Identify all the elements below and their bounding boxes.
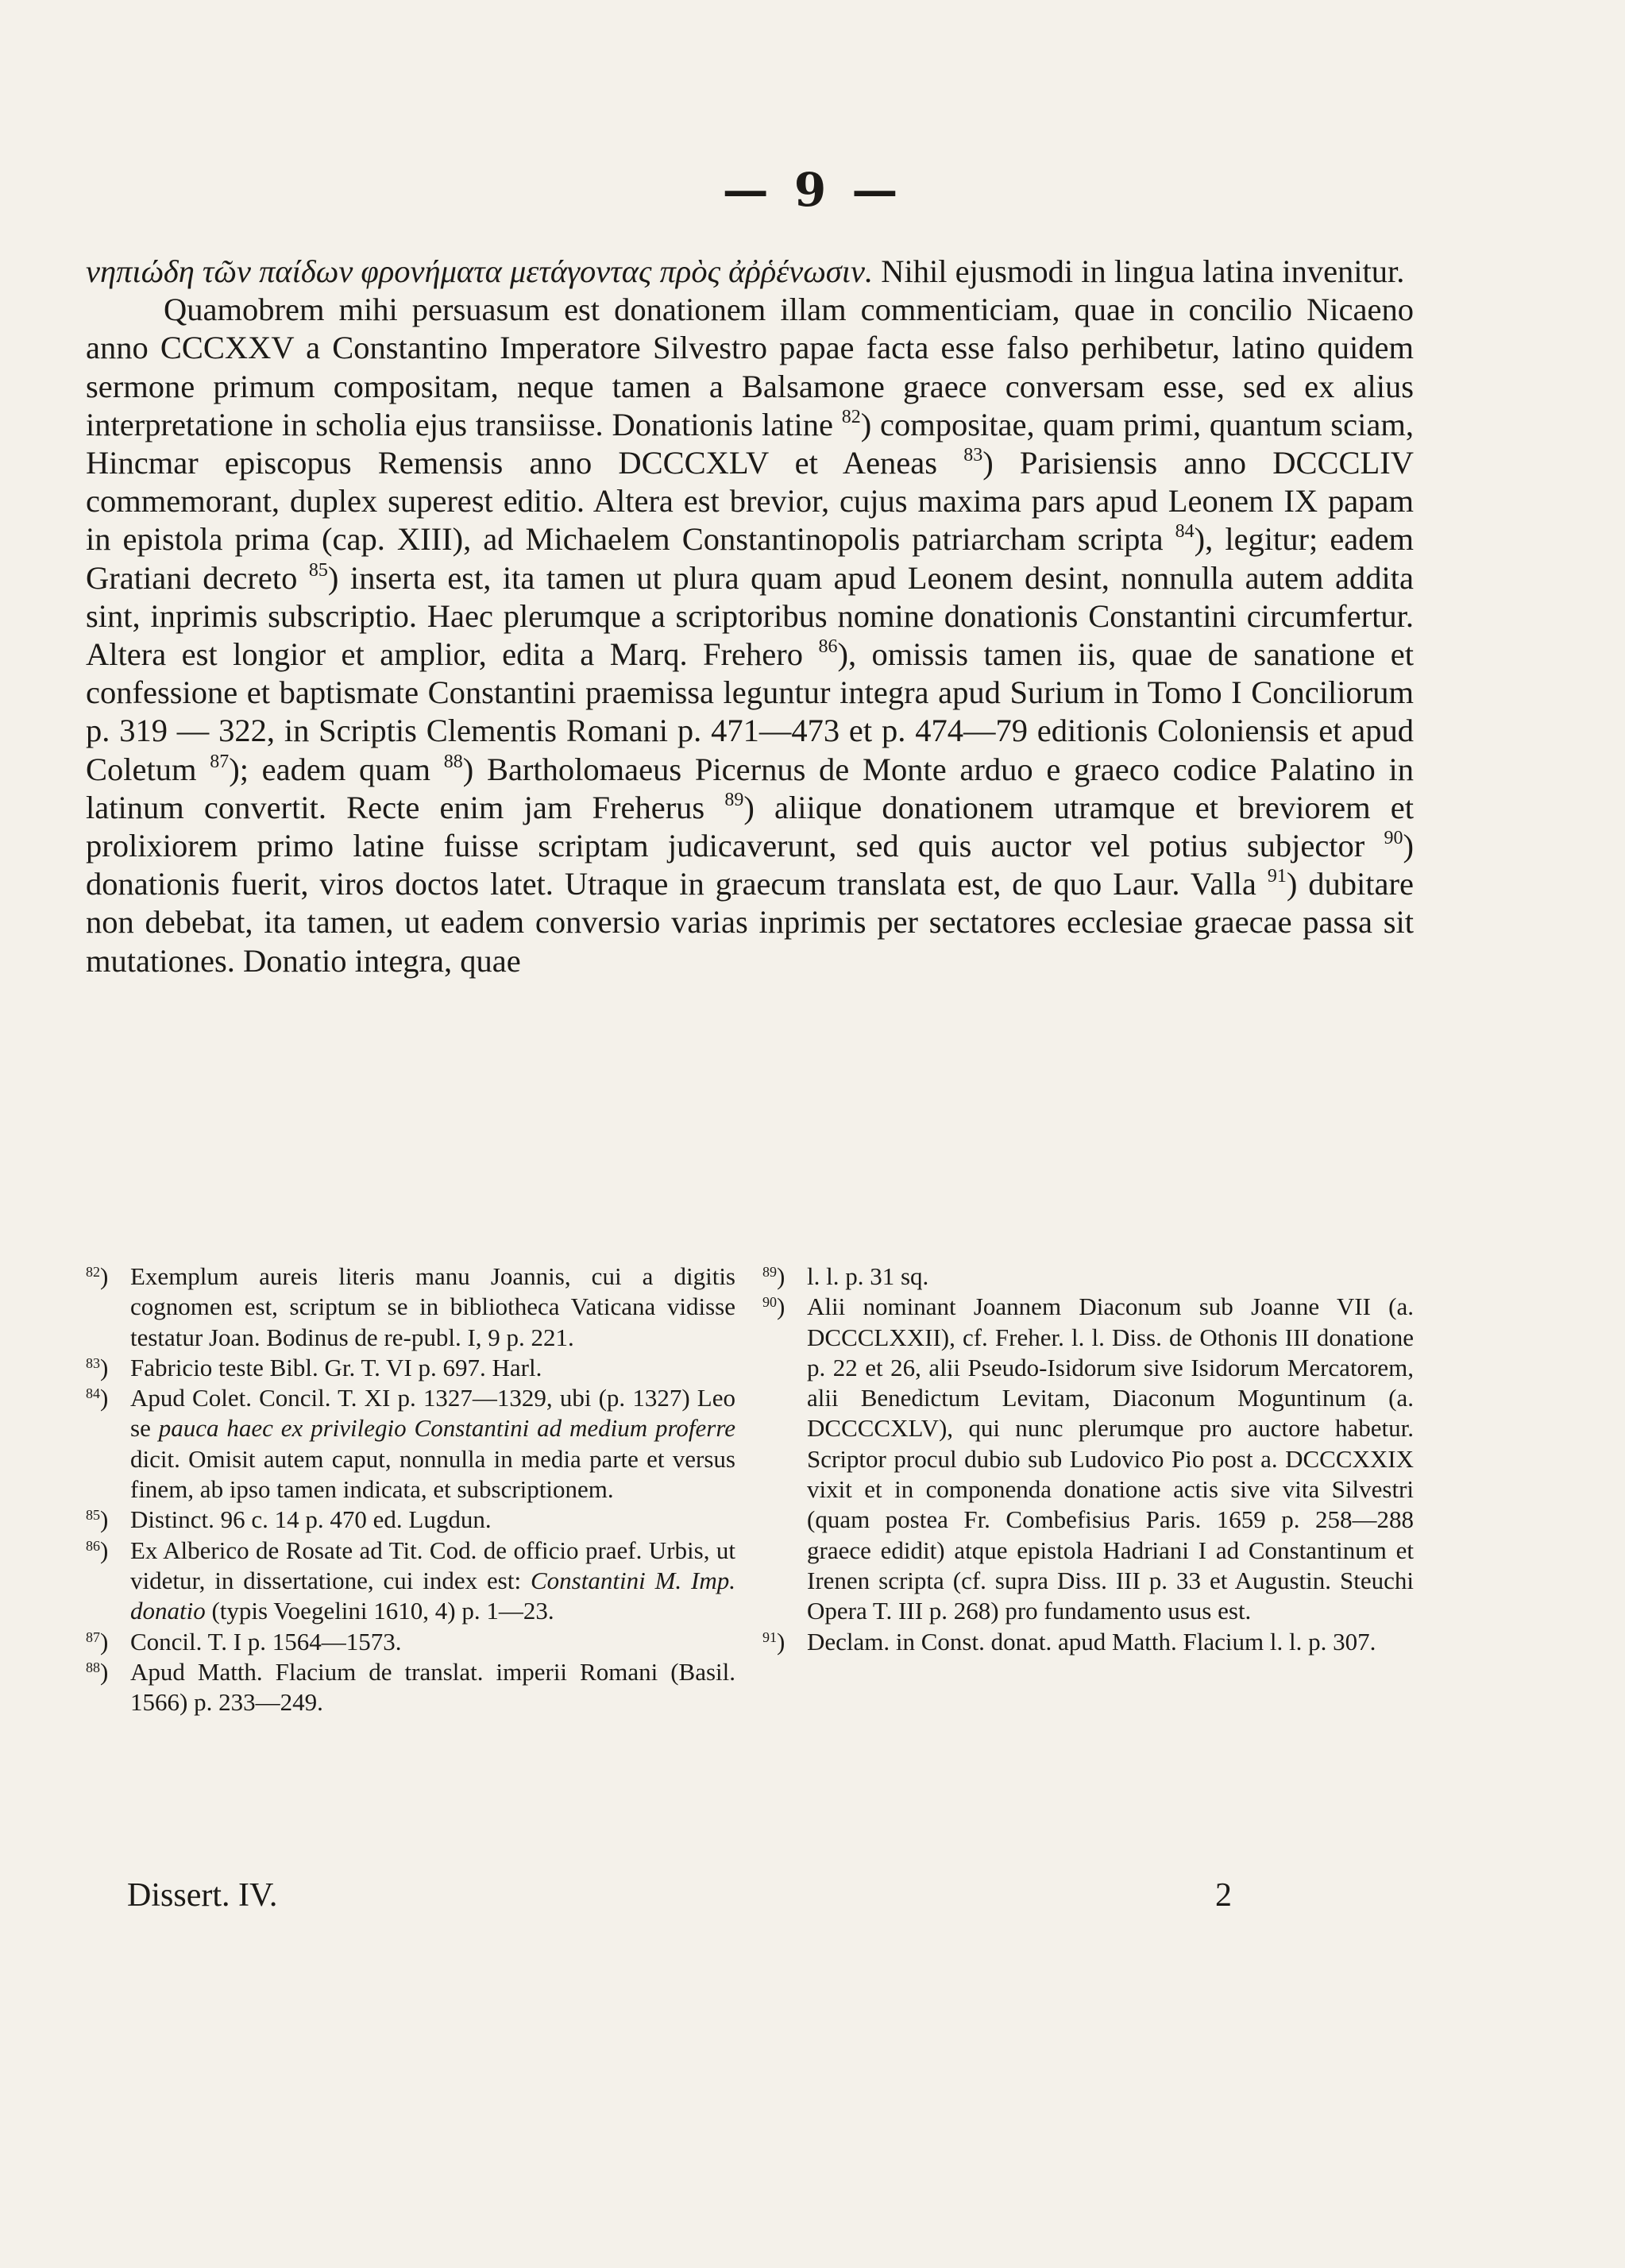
footnote-88: $^{88}$) Apud Matth. Flacium de translat. imperii Romani (Basil. 1566) p. 233—249. [86, 1657, 735, 1717]
signature-mark: Dissert. IV. [127, 1877, 278, 1914]
footnote-number: 88 [86, 1659, 100, 1675]
footnote-86: $^{86}$) Ex Alberico de Rosate ad Tit. Cod. de officio praef. Urbis, ut videtur, in dissertatione, cui index est: Constantini M. Imp. donatio (typis Voegelini 1610, 4) p. 1—23. [86, 1536, 736, 1625]
footnote-number: 85 [86, 1507, 100, 1524]
paragraph-1-text: Nihil ejusmodi in lingua latina invenitur. [873, 253, 1405, 289]
footnote-number: 84 [86, 1385, 100, 1402]
greek-quote: νηπιώδη τῶν παίδων φρονήματα μετάγοντας πρὸς ἀῤῥένωσιν. [86, 253, 874, 289]
footnote-number: 87 [86, 1629, 100, 1645]
text-run: ) Parisiensis anno DCCCLIV commemorant, duplex superest editio. Altera est brevior, cujus maxima pars apud Leonem IX papam in epistola prima (cap. XIII), ad Michaelem Constantinopolis patriarcham scripta [86, 445, 1414, 558]
footnote-text: Distinct. 96 c. 14 p. 470 ed. Lugdun. [130, 1505, 492, 1534]
footnote-text: Exemplum aureis literis manu Joannis, cui a digitis cognomen est, scriptum se in bibliotheca Vaticana vidisse testatur Joan. Bodinus de re-publ. I, 9 p. 221. [130, 1262, 735, 1351]
footnote-85: $^{85}$) Distinct. 96 c. 14 p. 470 ed. Lugdun. [86, 1505, 492, 1534]
footnote-90: $^{90}$) Alii nominant Joannem Diaconum sub Joanne VII (a. DCCCLXXII), cf. Freher. l. l. Diss. de Othonis III donatione p. 22 et 26, alii Pseudo-Isidorum sive Isidorum Mercatorem, alii Benedictum Levitam, Diaconum Moguntinum (a. DCCCCXLV), qui nunc plerumque pro auctore habetur. Scriptor procul dubio sub Ludovico Pio post a. DCCCXXIX vixit et in componenda donatione actis sive vita Silvestri (quam postea Fr. Combefisius Paris. 1659 p. 258—288 graece edidit) atque epistola Hadriani I ad Constantinum et Irenen scripta (cf. supra Diss. III p. 33 et Augustin. Steuchi Opera T. III p. 268) pro fundamento usus est. [762, 1292, 1414, 1625]
footnote-italic-title: Constantini M. Imp. donatio [130, 1566, 736, 1625]
footnote-ref: 86 [818, 636, 838, 658]
footnote-text: Declam. in Const. donat. apud Matth. Flacium l. l. p. 307. [807, 1627, 1376, 1656]
footnote-87: $^{87}$) Concil. T. I p. 1564—1573. [86, 1627, 402, 1656]
footnote-text: dicit. Omisit autem caput, nonnulla in media parte et versus finem, ab ipso tamen indicata, et subscriptionem. [130, 1444, 735, 1504]
text-run: ) compositae, quam primi, quantum sciam, Hincmar episcopus Remensis anno DCCCXLV et Aeneas [86, 406, 1414, 481]
footnote-ref: 89 [724, 789, 744, 810]
text-run: ) donationis fuerit, viros doctos latet. Utraque in graecum translata est, de quo Laur. Valla [86, 828, 1414, 902]
footnote-ref: 83 [963, 445, 983, 466]
footnote-text: Concil. T. I p. 1564—1573. [130, 1627, 402, 1656]
paragraph-2 [86, 291, 1414, 980]
footnote-number: 91 [762, 1629, 777, 1645]
footnote-number: 86 [86, 1537, 100, 1554]
footnote-83: $^{83}$) Fabricio teste Bibl. Gr. T. VI p. 697. Harl. [86, 1353, 542, 1381]
text-run: ) inserta est, ita tamen ut plura quam apud Leonem desint, nonnulla autem addita sint, inprimis subscriptio. Haec plerumque a scriptoribus nomine donationis Constantini circumfertur. Altera est longior et amplior, edita a Marq. Frehero [86, 559, 1415, 673]
footnote-ref: 82 [841, 406, 861, 427]
footnote-ref: 88 [443, 751, 463, 772]
page-number: — 9 — [722, 163, 903, 217]
footnote-number: 89 [762, 1264, 777, 1280]
text-run: ) dubitare non debebat, ita tamen, ut eadem conversio varias inprimis per sectatores ecclesiae graecae passa sit mutationes. Donatio integra, quae [86, 866, 1414, 979]
main-text [86, 253, 1414, 980]
footnote-text: Apud Colet. Concil. T. XI p. 1327—1329, ubi (p. 1327) Leo se [130, 1384, 735, 1443]
text-run: ) aliique donationem utramque et breviorem et prolixiorem primo latine fuisse scriptam judicaverunt, sed quis auctor vel potius subjector [86, 789, 1414, 864]
footnote-ref: 90 [1384, 828, 1403, 849]
footnote-number: 83 [86, 1354, 100, 1371]
footnote-text: Ex Alberico de Rosate ad Tit. Cod. de officio praef. Urbis, ut videtur, in dissertatione, cui index est: [130, 1536, 735, 1594]
footnote-number: 90 [762, 1294, 777, 1311]
text-run: Quamobrem mihi persuasum est donationem illam commenticiam, quae in concilio Nicaeno anno CCCXXV a Constantino Imperatore Silvestro papae facta esse falso perhibetur, latino quidem sermone primum compositam, neque tamen a Balsamone graece conversam esse, sed ex alius interpretatione in scholia ejus transiisse. Donationis latine [86, 292, 1414, 442]
footnote-text: (typis Voegelini 1610, 4) p. 1—23. [205, 1597, 554, 1625]
text-run: ), omissis tamen iis, quae de sanatione et confessione et baptismate Constantini praemissa leguntur integra apud Surium in Tomo I Conciliorum p. 319 — 322, in Scriptis Clementis Romani p. 471—473 et p. 474—79 editionis Coloniensis et apud Coletum [86, 636, 1414, 787]
text-run: ); eadem quam [229, 751, 444, 787]
text-run: ), legitur; eadem Gratiani decreto [86, 521, 1415, 596]
footnote-ref: 85 [308, 559, 328, 581]
footnote-ref: 91 [1267, 866, 1287, 887]
footnote-ref: 87 [210, 751, 230, 772]
footnote-text: Apud Matth. Flacium de translat. imperii Romani (Basil. 1566) p. 233—249. [130, 1657, 735, 1717]
footnote-text: l. l. p. 31 sq. [807, 1262, 929, 1290]
footnote-82: $^{82}$) Exemplum aureis literis manu Joannis, cui a digitis cognomen est, scriptum se in bibliotheca Vaticana vidisse testatur Joan. Bodinus de re-publ. I, 9 p. 221. [86, 1262, 735, 1351]
footnote-ref: 84 [1175, 521, 1195, 543]
footnote-84: $^{84}$) Apud Colet. Concil. T. XI p. 1327—1329, ubi (p. 1327) Leo se pauca haec ex privilegio Constantini ad medium proferre dicit. Omisit autem caput, nonnulla in media parte et versus finem, ab ipso tamen indicata, et subscriptionem. [86, 1384, 735, 1504]
text-run: ) Bartholomaeus Picernus de Monte arduo e graeco codice Palatino in latinum convertit. Recte enim jam Freherus [86, 751, 1414, 825]
footnotes-left-column [86, 1262, 735, 1717]
footnote-91: $^{91}$) Declam. in Const. donat. apud Matth. Flacium l. l. p. 307. [762, 1627, 1376, 1656]
footnote-text: Fabricio teste Bibl. Gr. T. VI p. 697. Harl. [130, 1353, 542, 1381]
footnote-text: Alii nominant Joannem Diaconum sub Joanne VII (a. DCCCLXXII), cf. Freher. l. l. Diss. de Othonis III donatione p. 22 et 26, alii Pseudo-Isidorum sive Isidorum Mercatorem, alii Benedictum Levitam, Diaconum Moguntinum (a. DCCCCXLV), qui nunc plerumque pro auctore habetur. Scriptor procul dubio sub Ludovico Pio post a. DCCCXXIX vixit et in componenda donatione actis sive vita Silvestri (quam postea Fr. Combefisius Paris. 1659 p. 258—288 graece edidit) atque epistola Hadriani I ad Constantinum et Irenen scripta (cf. supra Diss. III p. 33 et Augustin. Steuchi Opera T. III p. 268) pro fundamento usus est. [807, 1292, 1414, 1625]
footnote-italic-quote: pauca haec ex privilegio Constantini ad medium proferre [158, 1414, 735, 1443]
footnote-number: 82 [86, 1264, 100, 1280]
footnotes-right-column [762, 1262, 1414, 1657]
footnote-89: $^{89}$) l. l. p. 31 sq. [762, 1262, 929, 1290]
sheet-number: 2 [1215, 1877, 1232, 1914]
paragraph-1 [86, 253, 1414, 291]
